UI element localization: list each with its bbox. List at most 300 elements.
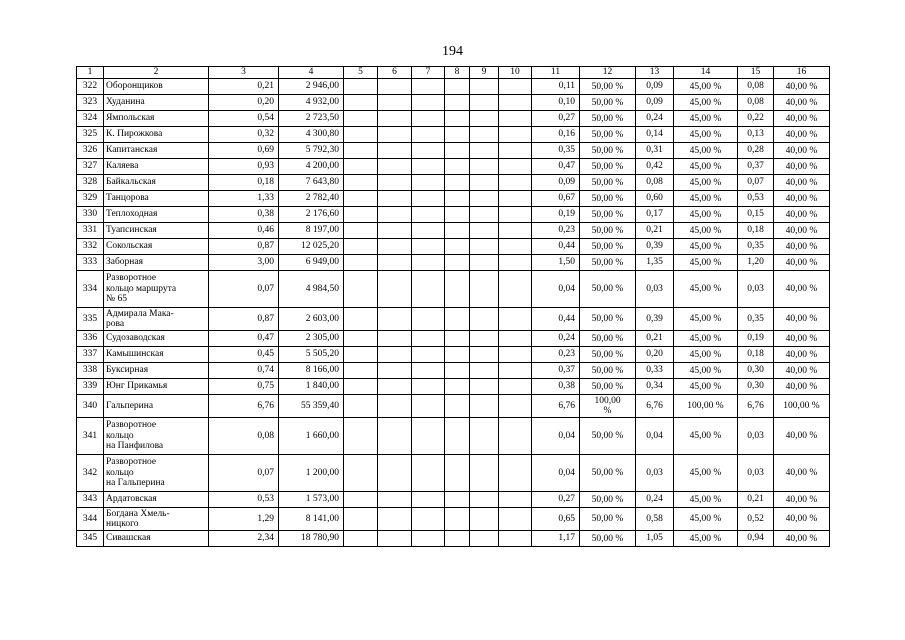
col9-cell — [470, 531, 499, 547]
col11-cell: 0,37 — [532, 363, 580, 379]
col7-cell — [412, 418, 445, 455]
table-row — [77, 79, 830, 95]
row-number-cell: 336 — [77, 331, 104, 347]
table-row — [77, 191, 830, 207]
column-header: 10 — [499, 67, 532, 79]
col8-cell — [445, 308, 470, 331]
row-number-cell: 342 — [77, 455, 104, 492]
col12-cell: 50,00 % — [580, 271, 636, 308]
col13-cell: 0,09 — [636, 95, 674, 111]
col16-cell: 40,00 % — [774, 531, 830, 547]
col12-cell: 50,00 % — [580, 308, 636, 331]
column-header: 11 — [532, 67, 580, 79]
col7-cell — [412, 347, 445, 363]
col3-cell: 0,20 — [209, 95, 279, 111]
col14-cell: 100,00 % — [674, 395, 738, 418]
table-row — [77, 331, 830, 347]
col7-cell — [412, 331, 445, 347]
column-header: 16 — [774, 67, 830, 79]
col11-cell: 0,23 — [532, 223, 580, 239]
col9-cell — [470, 79, 499, 95]
col6-cell — [378, 395, 412, 418]
col11-cell: 0,35 — [532, 143, 580, 159]
col8-cell — [445, 271, 470, 308]
col13-cell: 0,58 — [636, 508, 674, 531]
col7-cell — [412, 308, 445, 331]
col3-cell: 0,45 — [209, 347, 279, 363]
street-name-cell: Байкальская — [104, 175, 209, 191]
col10-cell — [499, 508, 532, 531]
row-number-cell: 332 — [77, 239, 104, 255]
row-number-cell: 344 — [77, 508, 104, 531]
col10-cell — [499, 79, 532, 95]
col8-cell — [445, 331, 470, 347]
col5-cell — [344, 223, 378, 239]
table-row — [77, 175, 830, 191]
col10-cell — [499, 127, 532, 143]
col10-cell — [499, 95, 532, 111]
col7-cell — [412, 531, 445, 547]
col5-cell — [344, 379, 378, 395]
col6-cell — [378, 331, 412, 347]
col16-cell: 40,00 % — [774, 331, 830, 347]
col10-cell — [499, 175, 532, 191]
col15-cell: 0,08 — [738, 79, 774, 95]
col8-cell — [445, 492, 470, 508]
col3-cell: 0,08 — [209, 418, 279, 455]
col12-cell: 50,00 % — [580, 379, 636, 395]
street-name-cell: Ямпольская — [104, 111, 209, 127]
col4-cell: 5 505,20 — [279, 347, 344, 363]
col12-cell: 50,00 % — [580, 207, 636, 223]
col10-cell — [499, 347, 532, 363]
col13-cell: 0,17 — [636, 207, 674, 223]
col6-cell — [378, 508, 412, 531]
col10-cell — [499, 143, 532, 159]
col15-cell: 0,35 — [738, 239, 774, 255]
col14-cell: 45,00 % — [674, 207, 738, 223]
col4-cell: 2 723,50 — [279, 111, 344, 127]
col13-cell: 0,42 — [636, 159, 674, 175]
col12-cell: 50,00 % — [580, 111, 636, 127]
col16-cell: 40,00 % — [774, 191, 830, 207]
col8-cell — [445, 455, 470, 492]
column-header: 2 — [104, 67, 209, 79]
col4-cell: 4 300,80 — [279, 127, 344, 143]
column-header: 4 — [279, 67, 344, 79]
col6-cell — [378, 207, 412, 223]
street-name-cell: Туапсинская — [104, 223, 209, 239]
col3-cell: 0,54 — [209, 111, 279, 127]
col4-cell: 18 780,90 — [279, 531, 344, 547]
row-number-cell: 330 — [77, 207, 104, 223]
col11-cell: 1,50 — [532, 255, 580, 271]
col6-cell — [378, 191, 412, 207]
col16-cell: 40,00 % — [774, 127, 830, 143]
col11-cell: 0,44 — [532, 308, 580, 331]
col9-cell — [470, 127, 499, 143]
col10-cell — [499, 331, 532, 347]
col15-cell: 0,94 — [738, 531, 774, 547]
col3-cell: 0,74 — [209, 363, 279, 379]
col5-cell — [344, 347, 378, 363]
col8-cell — [445, 418, 470, 455]
column-header: 9 — [470, 67, 499, 79]
col7-cell — [412, 143, 445, 159]
col11-cell: 0,47 — [532, 159, 580, 175]
col12-cell: 50,00 % — [580, 79, 636, 95]
col15-cell: 0,15 — [738, 207, 774, 223]
col6-cell — [378, 127, 412, 143]
col16-cell: 40,00 % — [774, 455, 830, 492]
col13-cell: 0,21 — [636, 331, 674, 347]
col7-cell — [412, 255, 445, 271]
col4-cell: 1 840,00 — [279, 379, 344, 395]
col8-cell — [445, 95, 470, 111]
col13-cell: 0,60 — [636, 191, 674, 207]
col8-cell — [445, 79, 470, 95]
col3-cell: 6,76 — [209, 395, 279, 418]
col9-cell — [470, 255, 499, 271]
col13-cell: 1,35 — [636, 255, 674, 271]
col12-cell: 50,00 % — [580, 239, 636, 255]
col8-cell — [445, 175, 470, 191]
col13-cell: 0,09 — [636, 79, 674, 95]
col7-cell — [412, 395, 445, 418]
street-name-cell: К. Пирожкова — [104, 127, 209, 143]
col4-cell: 2 176,60 — [279, 207, 344, 223]
table-row — [77, 455, 830, 492]
street-name-cell: Буксирная — [104, 363, 209, 379]
row-number-cell: 337 — [77, 347, 104, 363]
table-row — [77, 271, 830, 308]
column-header: 15 — [738, 67, 774, 79]
column-header: 14 — [674, 67, 738, 79]
col3-cell: 0,38 — [209, 207, 279, 223]
col15-cell: 0,07 — [738, 175, 774, 191]
col5-cell — [344, 531, 378, 547]
col5-cell — [344, 127, 378, 143]
col12-cell: 50,00 % — [580, 255, 636, 271]
col16-cell: 40,00 % — [774, 379, 830, 395]
col10-cell — [499, 363, 532, 379]
row-number-cell: 333 — [77, 255, 104, 271]
col7-cell — [412, 79, 445, 95]
col6-cell — [378, 175, 412, 191]
col3-cell: 0,87 — [209, 308, 279, 331]
table-row — [77, 143, 830, 159]
col15-cell: 0,08 — [738, 95, 774, 111]
col9-cell — [470, 191, 499, 207]
col12-cell: 100,00 % — [580, 395, 636, 418]
col4-cell: 4 984,50 — [279, 271, 344, 308]
col9-cell — [470, 331, 499, 347]
col13-cell: 0,24 — [636, 111, 674, 127]
row-number-cell: 326 — [77, 143, 104, 159]
col14-cell: 45,00 % — [674, 308, 738, 331]
row-number-cell: 343 — [77, 492, 104, 508]
col10-cell — [499, 271, 532, 308]
col15-cell: 0,37 — [738, 159, 774, 175]
col14-cell: 45,00 % — [674, 418, 738, 455]
col15-cell: 0,13 — [738, 127, 774, 143]
col16-cell: 40,00 % — [774, 271, 830, 308]
col16-cell: 40,00 % — [774, 111, 830, 127]
col9-cell — [470, 239, 499, 255]
street-name-cell: Худанина — [104, 95, 209, 111]
street-name-cell: Адмирала Мака- рова — [104, 308, 209, 331]
col16-cell: 40,00 % — [774, 508, 830, 531]
col5-cell — [344, 79, 378, 95]
col9-cell — [470, 223, 499, 239]
col6-cell — [378, 418, 412, 455]
col8-cell — [445, 143, 470, 159]
col5-cell — [344, 418, 378, 455]
col10-cell — [499, 207, 532, 223]
col15-cell: 0,21 — [738, 492, 774, 508]
col6-cell — [378, 143, 412, 159]
col14-cell: 45,00 % — [674, 223, 738, 239]
col3-cell: 3,00 — [209, 255, 279, 271]
col3-cell: 0,18 — [209, 175, 279, 191]
row-number-cell: 322 — [77, 79, 104, 95]
column-header: 3 — [209, 67, 279, 79]
col7-cell — [412, 127, 445, 143]
table-row — [77, 159, 830, 175]
col10-cell — [499, 111, 532, 127]
street-name-cell: Заборная — [104, 255, 209, 271]
page-number: 194 — [442, 44, 463, 59]
col3-cell: 0,21 — [209, 79, 279, 95]
col15-cell: 0,03 — [738, 418, 774, 455]
table-row — [77, 379, 830, 395]
col10-cell — [499, 379, 532, 395]
col11-cell: 6,76 — [532, 395, 580, 418]
col3-cell: 1,29 — [209, 508, 279, 531]
col7-cell — [412, 207, 445, 223]
table-row — [77, 95, 830, 111]
col6-cell — [378, 271, 412, 308]
street-name-cell: Сокольская — [104, 239, 209, 255]
col3-cell: 0,87 — [209, 239, 279, 255]
col10-cell — [499, 455, 532, 492]
street-name-cell: Теплоходная — [104, 207, 209, 223]
col6-cell — [378, 308, 412, 331]
col5-cell — [344, 239, 378, 255]
row-number-cell: 339 — [77, 379, 104, 395]
street-name-cell: Гальперина — [104, 395, 209, 418]
row-number-cell: 334 — [77, 271, 104, 308]
col5-cell — [344, 455, 378, 492]
col9-cell — [470, 379, 499, 395]
col14-cell: 45,00 % — [674, 331, 738, 347]
col11-cell: 0,04 — [532, 418, 580, 455]
street-name-cell: Камышинская — [104, 347, 209, 363]
col12-cell: 50,00 % — [580, 127, 636, 143]
column-header: 6 — [378, 67, 412, 79]
col9-cell — [470, 418, 499, 455]
col4-cell: 4 932,00 — [279, 95, 344, 111]
col8-cell — [445, 363, 470, 379]
col14-cell: 45,00 % — [674, 175, 738, 191]
col6-cell — [378, 223, 412, 239]
col6-cell — [378, 531, 412, 547]
row-number-cell: 324 — [77, 111, 104, 127]
col14-cell: 45,00 % — [674, 271, 738, 308]
data-table — [76, 66, 830, 547]
col4-cell: 2 305,00 — [279, 331, 344, 347]
col13-cell: 0,14 — [636, 127, 674, 143]
col14-cell: 45,00 % — [674, 255, 738, 271]
col9-cell — [470, 455, 499, 492]
row-number-cell: 338 — [77, 363, 104, 379]
col10-cell — [499, 492, 532, 508]
col3-cell: 0,46 — [209, 223, 279, 239]
street-name-cell: Разворотное кольцо на Гальперина — [104, 455, 209, 492]
table-row — [77, 508, 830, 531]
street-name-cell: Капитанская — [104, 143, 209, 159]
col10-cell — [499, 418, 532, 455]
col15-cell: 0,35 — [738, 308, 774, 331]
col15-cell: 0,30 — [738, 379, 774, 395]
col12-cell: 50,00 % — [580, 363, 636, 379]
row-number-cell: 328 — [77, 175, 104, 191]
col11-cell: 0,04 — [532, 271, 580, 308]
row-number-cell: 329 — [77, 191, 104, 207]
col13-cell: 0,34 — [636, 379, 674, 395]
col13-cell: 0,39 — [636, 239, 674, 255]
column-header: 13 — [636, 67, 674, 79]
col12-cell: 50,00 % — [580, 492, 636, 508]
street-name-cell: Оборонщиков — [104, 79, 209, 95]
col16-cell: 40,00 % — [774, 175, 830, 191]
street-name-cell: Танцорова — [104, 191, 209, 207]
col5-cell — [344, 255, 378, 271]
col8-cell — [445, 239, 470, 255]
col3-cell: 0,69 — [209, 143, 279, 159]
col16-cell: 40,00 % — [774, 239, 830, 255]
col15-cell: 0,03 — [738, 271, 774, 308]
col13-cell: 0,03 — [636, 271, 674, 308]
col16-cell: 40,00 % — [774, 492, 830, 508]
col11-cell: 0,67 — [532, 191, 580, 207]
col7-cell — [412, 363, 445, 379]
col14-cell: 45,00 % — [674, 127, 738, 143]
table-row — [77, 395, 830, 418]
col6-cell — [378, 95, 412, 111]
street-name-cell: Богдана Хмель- ницкого — [104, 508, 209, 531]
col7-cell — [412, 271, 445, 308]
col6-cell — [378, 79, 412, 95]
col6-cell — [378, 255, 412, 271]
col10-cell — [499, 308, 532, 331]
col15-cell: 1,20 — [738, 255, 774, 271]
col13-cell: 0,33 — [636, 363, 674, 379]
table-row — [77, 207, 830, 223]
col5-cell — [344, 191, 378, 207]
col14-cell: 45,00 % — [674, 531, 738, 547]
col8-cell — [445, 159, 470, 175]
table-row — [77, 492, 830, 508]
col7-cell — [412, 111, 445, 127]
col15-cell: 0,52 — [738, 508, 774, 531]
col14-cell: 45,00 % — [674, 492, 738, 508]
col11-cell: 1,17 — [532, 531, 580, 547]
col4-cell: 2 782,40 — [279, 191, 344, 207]
col9-cell — [470, 111, 499, 127]
row-number-cell: 335 — [77, 308, 104, 331]
col9-cell — [470, 175, 499, 191]
col6-cell — [378, 111, 412, 127]
column-header: 5 — [344, 67, 378, 79]
col11-cell: 0,04 — [532, 455, 580, 492]
col6-cell — [378, 239, 412, 255]
col16-cell: 40,00 % — [774, 418, 830, 455]
row-number-cell: 327 — [77, 159, 104, 175]
col9-cell — [470, 271, 499, 308]
street-name-cell: Юнг Прикамья — [104, 379, 209, 395]
column-header: 7 — [412, 67, 445, 79]
col3-cell: 0,07 — [209, 455, 279, 492]
col10-cell — [499, 159, 532, 175]
col3-cell: 0,93 — [209, 159, 279, 175]
street-name-cell: Сивашская — [104, 531, 209, 547]
col12-cell: 50,00 % — [580, 175, 636, 191]
col6-cell — [378, 159, 412, 175]
column-header: 1 — [77, 67, 104, 79]
col12-cell: 50,00 % — [580, 159, 636, 175]
col12-cell: 50,00 % — [580, 455, 636, 492]
col11-cell: 0,44 — [532, 239, 580, 255]
col3-cell: 0,47 — [209, 331, 279, 347]
col9-cell — [470, 347, 499, 363]
col6-cell — [378, 347, 412, 363]
table-row — [77, 111, 830, 127]
col14-cell: 45,00 % — [674, 455, 738, 492]
col13-cell: 0,20 — [636, 347, 674, 363]
col3-cell: 0,75 — [209, 379, 279, 395]
row-number-cell: 323 — [77, 95, 104, 111]
col11-cell: 0,11 — [532, 79, 580, 95]
col8-cell — [445, 127, 470, 143]
col16-cell: 40,00 % — [774, 79, 830, 95]
col12-cell: 50,00 % — [580, 223, 636, 239]
col4-cell: 6 949,00 — [279, 255, 344, 271]
col7-cell — [412, 455, 445, 492]
col7-cell — [412, 492, 445, 508]
col6-cell — [378, 492, 412, 508]
col8-cell — [445, 111, 470, 127]
row-number-cell: 325 — [77, 127, 104, 143]
row-number-cell: 341 — [77, 418, 104, 455]
col6-cell — [378, 379, 412, 395]
col12-cell: 50,00 % — [580, 508, 636, 531]
col4-cell: 4 200,00 — [279, 159, 344, 175]
col9-cell — [470, 308, 499, 331]
table-row — [77, 127, 830, 143]
street-name-cell: Разворотное кольцо на Панфилова — [104, 418, 209, 455]
col15-cell: 0,22 — [738, 111, 774, 127]
col8-cell — [445, 347, 470, 363]
col9-cell — [470, 395, 499, 418]
col14-cell: 45,00 % — [674, 347, 738, 363]
col8-cell — [445, 395, 470, 418]
col11-cell: 0,24 — [532, 331, 580, 347]
col7-cell — [412, 239, 445, 255]
col13-cell: 0,39 — [636, 308, 674, 331]
col4-cell: 5 792,30 — [279, 143, 344, 159]
col16-cell: 40,00 % — [774, 95, 830, 111]
